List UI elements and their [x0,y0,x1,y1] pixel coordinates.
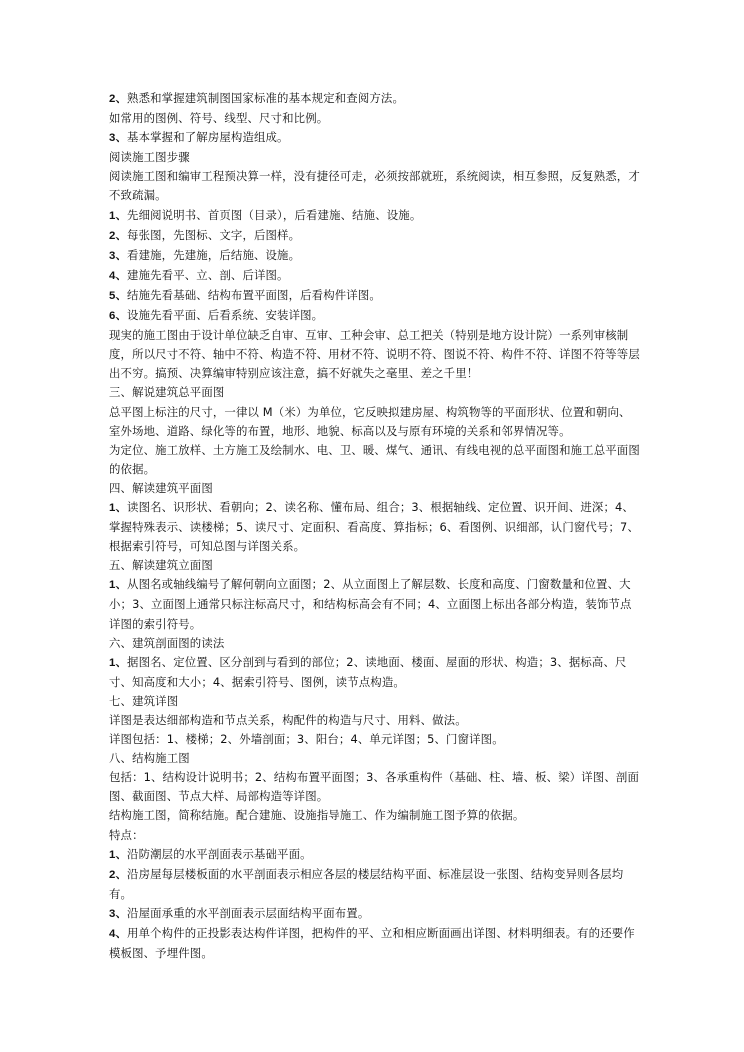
numbered-paragraph [109,128,640,148]
paragraph [109,403,640,441]
numbered-paragraph [109,653,640,692]
paragraph [109,768,640,806]
paragraph [109,167,640,205]
paragraph [109,711,640,730]
paragraph-text: 七、建筑详图 [109,693,179,708]
numbered-paragraph [109,865,640,904]
numbered-paragraph [109,498,640,556]
paragraph [109,806,640,825]
paragraph-text: 五、解读建筑立面图 [109,558,213,573]
paragraph-text: 据图名、定位置、区分剖到与看到的部位；2、读地面、楼面、屋面的形状、构造；3、据标高、尺寸、知高度和大小；4、据索引符号、图例，读节点构造。 [109,654,627,689]
paragraph-text: 六、建筑剖面图的读法 [109,635,225,650]
paragraph [109,441,640,479]
paragraph-text: 三、解说建筑总平面图 [109,385,225,400]
item-number: 2、 [109,229,128,242]
item-number: 3、 [109,907,128,920]
numbered-paragraph [109,306,640,326]
paragraph [109,556,640,575]
paragraph-text: 详图是表达细部构造和节点关系，构配件的构造与尺寸、用料、做法。 [109,713,467,727]
paragraph-text: 现実的施工图由于设计单位缺乏自审、互审、工种会审、总工把关（特别是地方设计院）一系列审核制度，所以尺寸不符、轴中不符、构造不符、用材不符、说明不符、图说不符、构件不符、详图不符等等层出不穷。搞预、决算编审特别应该注意，搞不好就失之毫里、差之千里！ [109,328,640,381]
paragraph [109,109,640,128]
paragraph-text: 结施先看基础、结构布置平面图，后看构件详图。 [127,287,381,302]
paragraph [109,326,640,383]
numbered-paragraph [109,924,640,963]
paragraph-text: 每张图，先图标、文字，后图样。 [127,227,301,242]
numbered-paragraph [109,845,640,865]
item-number: 4、 [109,928,128,941]
paragraph-text: 沿防潮层的水平剖面表示基础平面。 [127,846,312,861]
paragraph-text: 沿屋面承重的水平剖面表示层面结构平面布置。 [127,905,370,920]
paragraph-text: 八、结构施工图 [109,751,190,766]
numbered-paragraph [109,89,640,109]
item-number: 6、 [109,310,128,323]
paragraph-text: 基本掌握和了解房屋构造组成。 [127,130,289,145]
paragraph-text: 包括：1、结构设计说明书；2、结构布置平面图；3、各承重构件（基础、柱、墙、板、梁）详图、剖面图、截面图、节点大样、局部构造等详图。 [109,770,639,804]
paragraph [109,479,640,498]
paragraph-text: 特点： [109,827,144,842]
paragraph-text: 详图包括：1、楼梯；2、外墙剖面；3、阳台；4、单元详图；5、门窗详图。 [109,732,504,747]
numbered-paragraph [109,206,640,226]
paragraph-text: 四、解读建筑平面图 [109,480,213,495]
paragraph [109,826,640,845]
numbered-paragraph [109,286,640,306]
item-number: 4、 [109,269,128,282]
numbered-paragraph [109,246,640,266]
item-number: 3、 [109,249,128,262]
item-number: 1、 [109,501,128,514]
item-number: 1、 [109,848,128,861]
paragraph [109,634,640,653]
item-number: 3、 [109,132,128,145]
item-number: 1、 [109,209,128,222]
paragraph-text: 总平图上标注的尺寸，一律以 M（米）为单位，它反映拟建房屋、构筑物等的平面形状、位置和朝向、室外场地、道路、绿化等的布置，地形、地貌、标高以及与原有环境的关系和邻界情况等。 [109,404,631,438]
paragraph-text: 如常用的图例、符号、线型、尺寸和比例。 [109,111,329,126]
paragraph [109,730,640,749]
paragraph [109,692,640,711]
item-number: 2、 [109,868,128,881]
item-number: 1、 [109,579,128,592]
paragraph-text: 结构施工图，简称结施。配合建施、设施指导施工、作为编制施工图予算的依据。 [109,808,525,823]
paragraph-text: 看建施，先建施，后结施、设施。 [127,247,301,262]
item-number: 5、 [109,289,128,302]
paragraph-text: 为定位、施工放样、土方施工及绘制水、电、卫、暖、煤气、通讯、有线电视的总平面图和施工总平面图的依据。 [109,442,640,476]
paragraph-text: 读图名、识形状、看朝向；2、读名称、懂布局、组合；3、根据轴线、定位置、识开间、进深；4、掌握特殊表示、读楼梯；5、读尺寸、定面积、看高度、算指标；6、看图例、识细部，认门窗代号；7、根据索引符号，可知总图与详图关系。 [109,499,639,554]
numbered-paragraph [109,575,640,633]
paragraph-text: 阅读施工图和编审工程预决算一样，没有捷径可走，必须按部就班，系统阅读，相互参照，反复熟悉，才不致疏漏。 [109,169,640,203]
paragraph [109,383,640,402]
paragraph-text: 设施先看平面、后看系统、安装详图。 [127,308,324,323]
paragraph [109,749,640,768]
paragraph-text: 从图名或轴线编号了解何朝向立面图；2、从立面图上了解层数、长度和高度、门窗数量和位置、大小；3、立面图上通常只标注标高尺寸，和结构标高会有不同；4、立面图上标出各部分构造，装饰节点详图的索引符号。 [109,577,632,631]
paragraph-text: 建施先看平、立、剖、后详图。 [127,267,289,282]
item-number: 1、 [109,656,128,669]
document-page [109,89,640,963]
item-number: 2、 [109,93,128,105]
numbered-paragraph [109,226,640,246]
paragraph-text: 阅读施工图步骤 [109,150,190,165]
numbered-paragraph [109,266,640,286]
paragraph-text: 熟悉和掌握建筑制图国家标准的基本规定和查阅方法。 [127,91,405,105]
paragraph-text: 先细阅说明书、首页图（目录），后看建施、结施、设施。 [127,207,422,222]
paragraph [109,148,640,167]
paragraph-text: 用单个构件的正投影表达构件详图，把构件的平、立和相应断面画出详图、材料明细表。有的还要作模板图、予埋件图。 [109,926,635,961]
paragraph-text: 沿房屋每层楼板面的水平剖面表示相应各层的楼层结构平面、标准层设一张图、结构变异则各层均有。 [109,866,624,901]
numbered-paragraph [109,904,640,924]
